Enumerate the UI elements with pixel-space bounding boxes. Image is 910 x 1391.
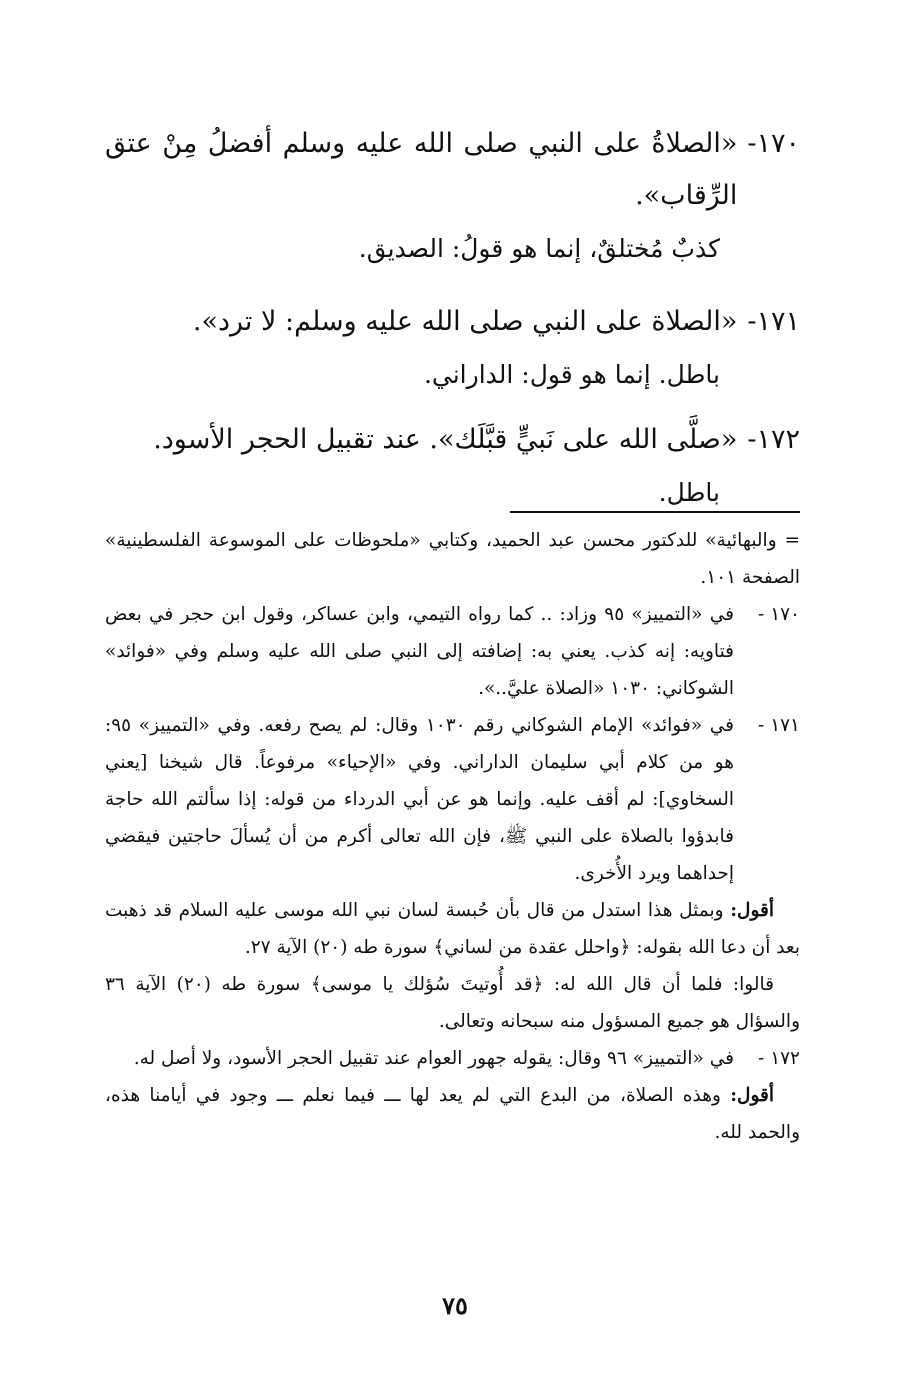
entry-text: «الصلاةُ على النبي صلى الله عليه وسلم أفضلُ مِنْ عتق الرِّقاب». (105, 128, 738, 211)
footnote-171 (105, 707, 800, 892)
comment-label: أقول: (730, 1085, 774, 1106)
entry-verdict: كذبٌ مُختلقٌ، إنما هو قولُ: الصديق. (358, 234, 720, 263)
comment-text: وبمثل هذا استدل من قال بأن حُبسة لسان نبي الله موسى عليه السلام قد ذهبت بعد أن دعا الله بقوله: ﴿واحلل عقدة من لساني﴾ سورة طه (٢٠) الآية ٢٧. (105, 900, 800, 958)
entry-number: ١٧٠- (747, 128, 800, 159)
footnote-text: في «التمييز» ٩٥ وزاد: .. كما رواه التيمي، وابن عساكر، وقول ابن حجر في بعض فتاويه: إنه كذب. يعني به: إضافته إلى النبي صلى الله عليه وسلم وفي «فوائد» الشوكاني: ١٠٣٠ «الصلاة عليَّ..». (105, 604, 734, 699)
footnote-171-comment (105, 892, 800, 966)
footnote-divider (510, 511, 800, 513)
footnote-text: في «التمييز» ٩٦ وقال: يقوله جهور العوام عند تقبيل الحجر الأسود، ولا أصل له. (133, 1048, 734, 1069)
entry-verdict: باطل. (658, 478, 720, 507)
entry-number: ١٧١- (747, 306, 800, 337)
footnote-171-comment-2: قالوا: فلما أن قال الله له: ﴿قد أُوتيتَ سُؤلك يا موسى﴾ سورة طه (٢٠) الآية ٣٦ والسؤال هو جميع المسؤول منه سبحانه وتعالى. (105, 974, 800, 1032)
footnote-number: ١٧١ - (758, 715, 800, 736)
entry-number: ١٧٢- (747, 424, 800, 455)
footnotes (105, 522, 800, 1151)
entry-171 (105, 296, 800, 348)
entry-text: «الصلاة على النبي صلى الله عليه وسلم: لا ترد». (192, 306, 738, 337)
comment-label: أقول: (730, 900, 774, 921)
comment-text: وهذه الصلاة، من البدع التي لم يعد لها ـــ فيما نعلم ـــ وجود في أيامنا هذه، والحمد لله. (105, 1085, 800, 1143)
page-number: ٧٥ (442, 1291, 468, 1320)
entry-verdict: باطل. إنما هو قول: الداراني. (423, 360, 720, 389)
footnote-170 (105, 596, 800, 707)
entry-172 (105, 414, 800, 466)
footnote-number: ١٧٢ - (758, 1048, 800, 1069)
main-text (105, 118, 800, 518)
footnote-text: في «فوائد» الإمام الشوكاني رقم ١٠٣٠ وقال: لم يصح رفعه. وفي «التمييز» ٩٥: هو من كلام أبي سليمان الداراني. وفي «الإحياء» مرفوعاً. قال شيخنا [يعني السخاوي]: لم أقف عليه. وإنما هو عن أبي الدرداء من قوله: إذا سألتم الله حاجة فابدؤوا بالصلاة على النبي ﷺ، فإن الله تعالى أكرم من أن يُسألَ حاجتين فيقضي إحداهما ويرد الأُخرى. (105, 715, 734, 884)
entry-170 (105, 118, 800, 222)
footnote-continuation: = والبهائية» للدكتور محسن عبد الحميد، وكتابي «ملحوظات على الموسوعة الفلسطينية» الصفحة ١٠١. (105, 530, 800, 588)
entry-text: «صلَّى الله على نَبيٍّ قبَّلَك». عند تقبيل الحجر الأسود. (153, 424, 738, 455)
footnote-number: ١٧٠ - (758, 604, 800, 625)
footnote-172 (105, 1040, 800, 1077)
footnote-172-comment (105, 1077, 800, 1151)
